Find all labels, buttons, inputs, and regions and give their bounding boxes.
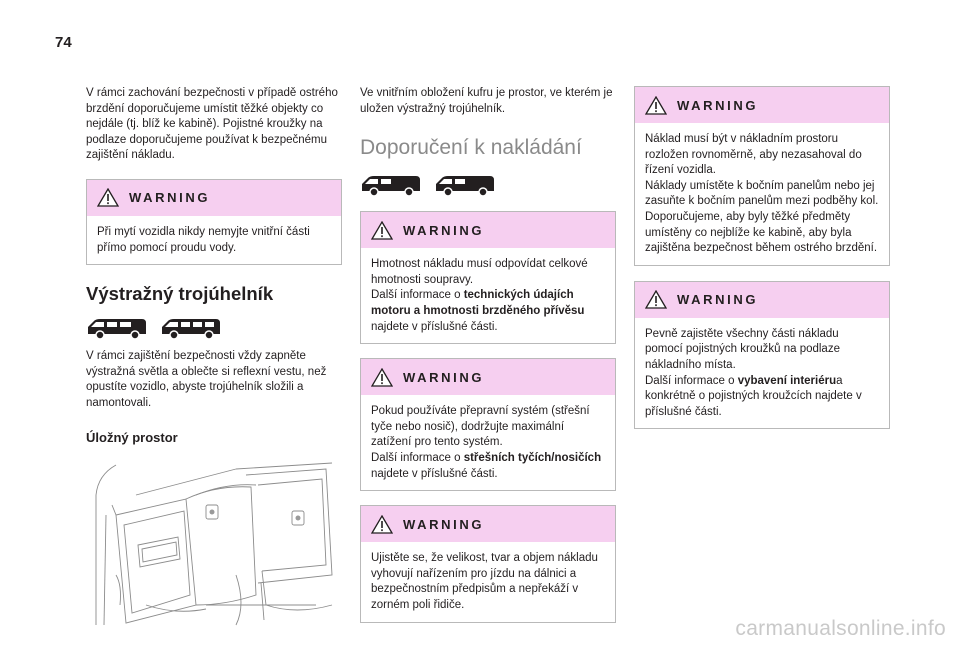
warning-text-pre: Další informace o	[645, 374, 738, 387]
warning-text-line: Hmotnost nákladu musí odpovídat celkové hmotnosti soupravy.	[371, 258, 588, 286]
warning-box	[360, 358, 616, 491]
subsection-title-storage: Úložný prostor	[86, 429, 178, 445]
warning-box	[360, 211, 616, 344]
warning-triangle-icon	[97, 188, 119, 207]
warning-title: WARNING	[403, 222, 485, 238]
page-number: 74	[55, 34, 72, 51]
column-1	[86, 86, 342, 627]
vehicle-icons	[86, 316, 342, 340]
warning-box	[360, 505, 616, 622]
warning-title: WARNING	[403, 516, 485, 532]
van-long-icon	[434, 173, 496, 197]
warning-triangle-icon	[645, 96, 667, 115]
warning-text	[361, 395, 615, 490]
vehicle-icons-2	[360, 173, 616, 197]
watermark[interactable]: carmanualsonline.info	[735, 617, 946, 640]
warning-triangle-icon	[371, 221, 393, 240]
van-short-icon	[86, 316, 148, 340]
warning-text: Ujistěte se, že velikost, tvar a objem nákladu vyhovují nařízením pro jízdu na dálnici a bezpečnostním předpisům a nepřekáží v zorném poli řidiče.	[371, 552, 598, 611]
warning-text	[635, 318, 889, 429]
warning-text-bold: technických údajích motoru a hmotnosti brzděného přívěsu	[371, 289, 585, 317]
warning-header	[635, 282, 889, 318]
warning-text-line: Pokud používáte přepravní systém (střešní tyče nebo nosič), dodržujte maximální zatížení pro tento systém.	[371, 405, 590, 449]
warning-triangle-icon	[645, 290, 667, 309]
warning-header	[87, 180, 341, 216]
van-short-icon	[360, 173, 422, 197]
intro-text: V rámci zachování bezpečnosti v případě ostrého brzdění doporučujeme umístit těžké objekty co nejdále (tj. blíž ke kabině). Pojistné kroužky na podlaze doporučujeme používat k bezpečnému zajištění nákladu.	[86, 87, 338, 162]
storage-compartment-illustration	[86, 455, 338, 627]
warning-text-line: Náklady umístěte k bočním panelům nebo jej zasuňte k bočním panelům mezi podběhy kol.	[645, 179, 879, 208]
warning-text-post: najdete v příslušné části.	[371, 320, 498, 333]
warning-text	[361, 248, 615, 343]
warning-header	[361, 212, 615, 248]
warning-box	[86, 179, 342, 265]
section-title-loading: Doporučení k nakládání	[360, 136, 582, 160]
warning-header	[635, 87, 889, 123]
warning-title: WARNING	[677, 97, 759, 113]
warning-text-line: Doporučujeme, aby byly těžké předměty umístěny co nejblíže ke kabině, aby byla zajištěna bezpečnost během ostrého brzdění.	[645, 210, 878, 255]
warning-header	[361, 359, 615, 395]
warning-text-bold: střešních tyčích/nosičích	[463, 451, 602, 464]
warning-text-post: a konkrétně o pojistných kroužcích najdete v příslušné části.	[645, 374, 862, 418]
warning-text-post: najdete v příslušné části.	[371, 467, 498, 480]
warning-text-pre: Další informace o	[371, 289, 464, 302]
column-2	[360, 86, 616, 623]
van-long-icon	[160, 316, 222, 340]
warning-triangle-icon	[371, 515, 393, 534]
warning-header	[361, 506, 615, 542]
warning-title: WARNING	[677, 292, 759, 308]
column-3	[634, 86, 890, 429]
section-text-triangle: V rámci zajištění bezpečnosti vždy zapněte výstražná světla a oblečte si reflexní vestu, než opustíte vozidlo, abyste trojúhelník složili a namontovali.	[86, 350, 327, 409]
warning-text-line: Náklad musí být v nákladním prostoru rozložen rovnoměrně, aby nezasahoval do řízení vozidla.	[645, 133, 862, 177]
warning-text	[635, 123, 889, 265]
warning-title: WARNING	[129, 190, 211, 206]
warning-triangle-icon	[371, 368, 393, 387]
warning-text: Při mytí vozidla nikdy nemyjte vnitřní části přímo pomocí proudu vody.	[97, 225, 310, 254]
warning-text-line: Pevně zajistěte všechny části nákladu pomocí pojistných kroužků na podlaze nákladního místa.	[645, 327, 840, 371]
intro-text-2: Ve vnitřním obložení kufru je prostor, ve kterém je uložen výstražný trojúhelník.	[360, 87, 613, 115]
warning-box	[634, 86, 890, 266]
section-title-triangle: Výstražný trojúhelník	[86, 283, 274, 305]
warning-text-bold: vybavení interiéru	[737, 374, 837, 387]
warning-title: WARNING	[403, 369, 485, 385]
warning-text-pre: Další informace o	[371, 451, 464, 464]
warning-box	[634, 281, 890, 430]
